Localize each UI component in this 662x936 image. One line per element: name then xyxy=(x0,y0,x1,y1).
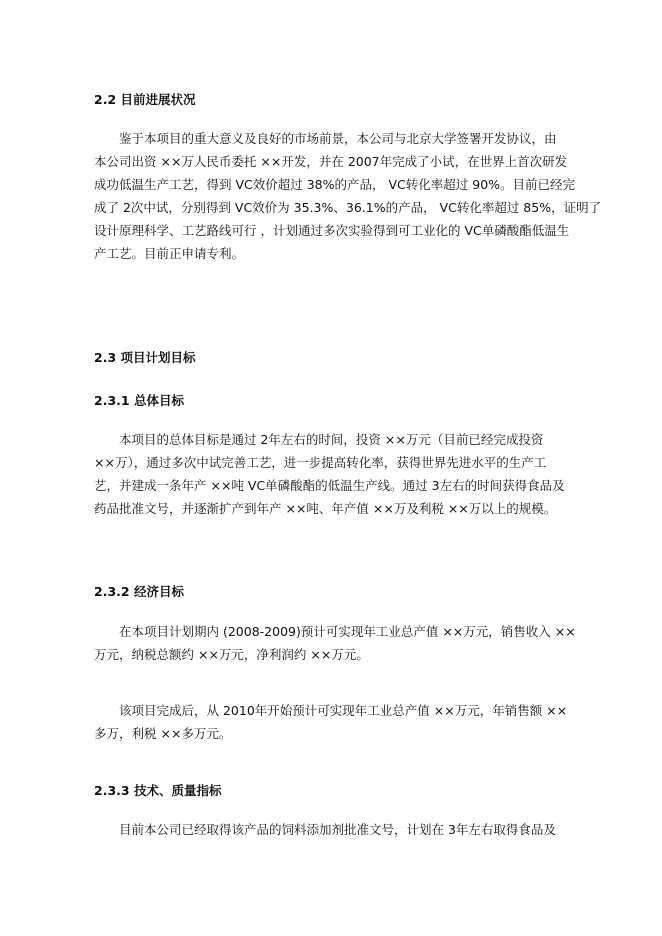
paragraph xyxy=(94,127,600,265)
text-line: 鉴于本项目的重大意义及良好的市场前景，本公司与北京大学签署开发协议，由 xyxy=(119,131,557,146)
section-heading-2-3-3: 2.3.3 技术、质量指标 xyxy=(94,783,222,798)
paragraph xyxy=(94,428,600,520)
section-heading-2-2: 2.2 目前进展状况 xyxy=(94,92,196,107)
text-line: 成了 2次中试，分别得到 VC效价为 35.3%、36.1%的产品， VC转化率超过 85%，证明了 xyxy=(94,200,602,215)
text-line: 药品批准文号，并逐渐扩产到年产 ××吨、年产值 ××万及利税 ××万以上的规模。 xyxy=(94,501,557,516)
text-line: 该项目完成后，从 2010年开始预计可实现年工业总产值 ××万元，年销售额 ×× xyxy=(119,703,568,718)
text-line: 在本项目计划期内 (2008-2009)预计可实现年工业总产值 ××万元，销售收入 ×× xyxy=(119,624,576,639)
text-line: 目前本公司已经取得该产品的饲料添加剂批准文号，计划在 3年左右取得食品及 xyxy=(119,822,556,837)
text-line: 多万，利税 ××多万元。 xyxy=(94,726,232,741)
text-line: 成功低温生产工艺，得到 VC效价超过 38%的产品， VC转化率超过 90%。目前已经完 xyxy=(94,177,576,192)
section-heading-2-3-2: 2.3.2 经济目标 xyxy=(94,584,184,599)
text-line: 产工艺。目前正申请专利。 xyxy=(94,246,245,261)
text-line: 设计原理科学、工艺路线可行 ，计划通过多次实验得到可工业化的 VC单磷酸酯低温生 xyxy=(94,223,570,238)
paragraph xyxy=(94,818,600,841)
text-line: 艺，并建成一条年产 ××吨 VC单磷酸酯的低温生产线。通过 3左右的时间获得食品及 xyxy=(94,478,565,493)
text-line: 本项目的总体目标是通过 2年左右的时间，投资 ××万元（目前已经完成投资 xyxy=(119,432,544,447)
section-heading-2-3-1: 2.3.1 总体目标 xyxy=(94,393,184,408)
text-line: 本公司出资 ××万人民币委托 ××开发，并在 2007年完成了小试，在世界上首次研发 xyxy=(94,154,568,169)
paragraph xyxy=(94,699,600,745)
paragraph xyxy=(94,620,600,666)
text-line: 万元，纳税总额约 ××万元，净利润约 ××万元。 xyxy=(94,647,369,662)
section-heading-2-3: 2.3 项目计划目标 xyxy=(94,350,196,365)
text-line: ××万），通过多次中试完善工艺，进一步提高转化率，获得世界先进水平的生产工 xyxy=(94,455,547,470)
